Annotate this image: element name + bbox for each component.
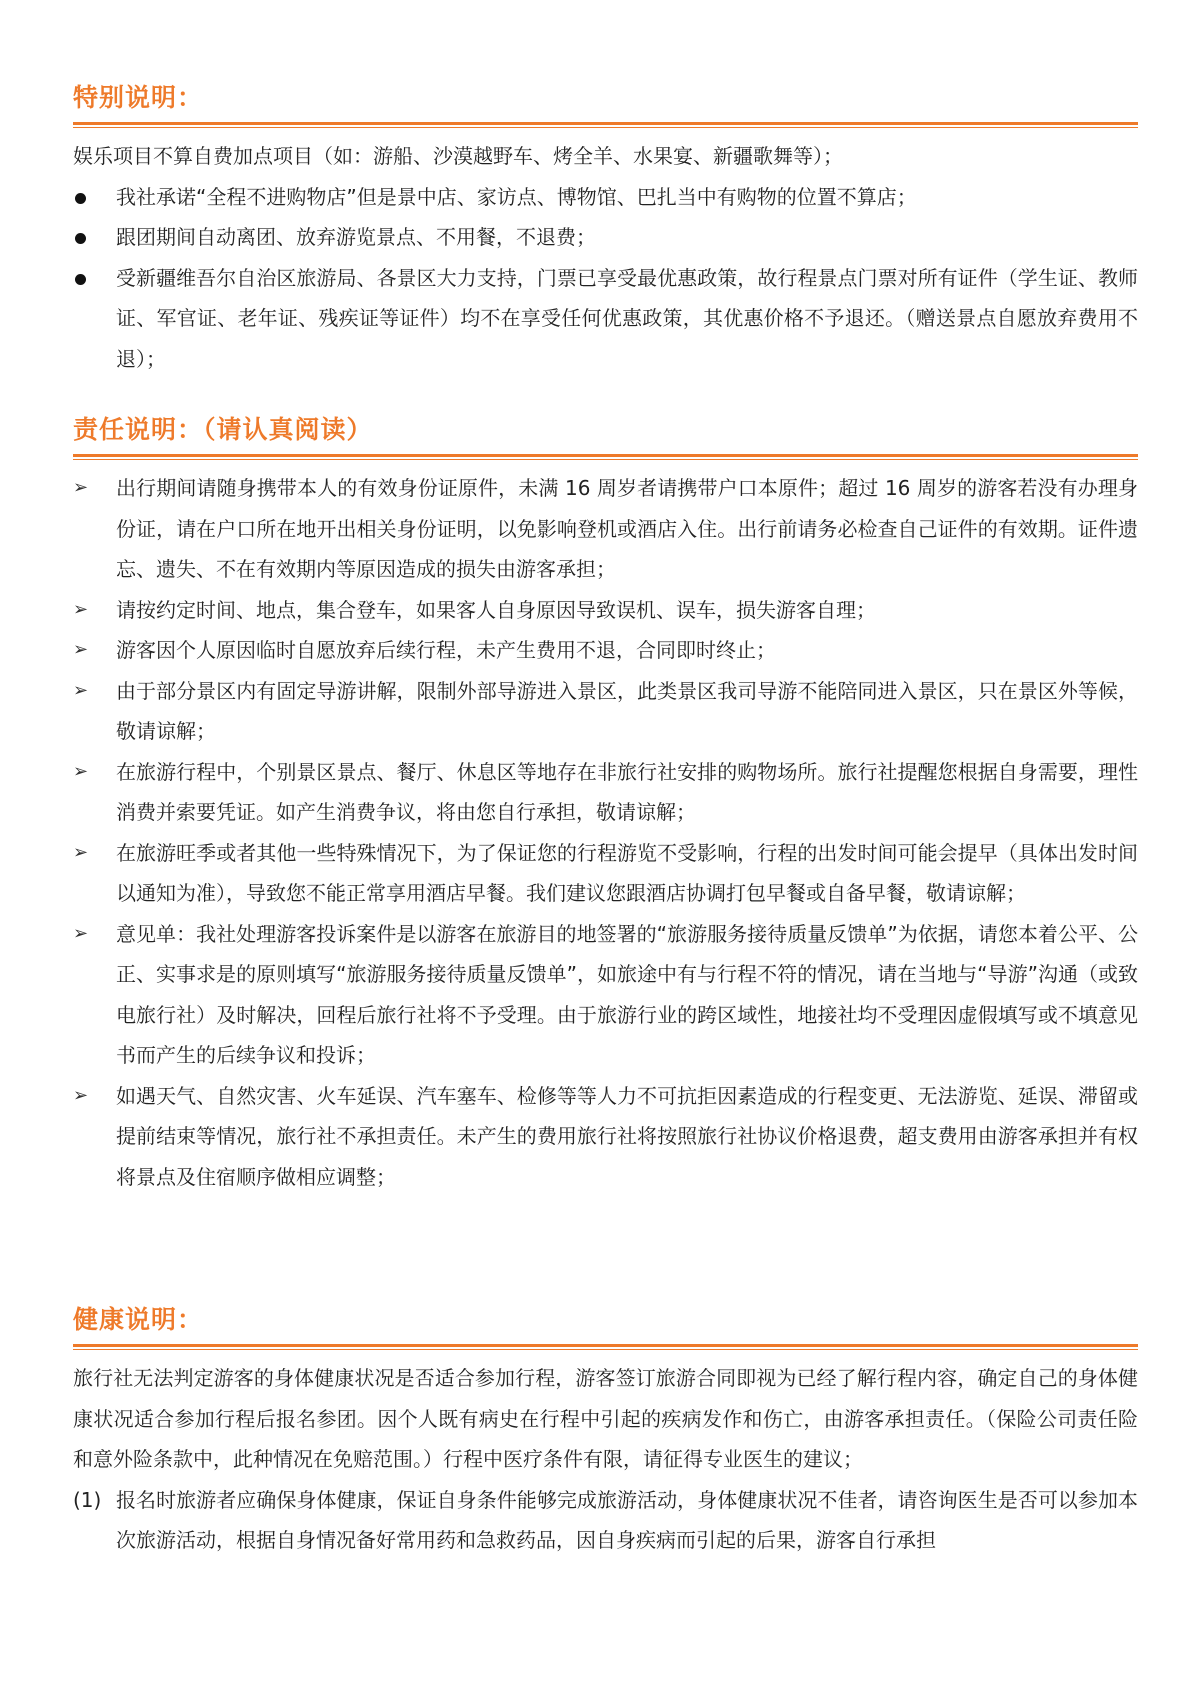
list-item <box>73 833 1138 914</box>
list-item <box>73 914 1138 1076</box>
list-item <box>73 217 1138 258</box>
arrow-bullet-icon: ➢ <box>73 760 89 782</box>
responsibility-heading: 责任说明：（请认真阅读） <box>73 415 373 444</box>
bullet-icon <box>73 177 113 218</box>
health-divider <box>73 1344 1138 1347</box>
list-item-text: 如遇天气、自然灾害、火车延误、汽车塞车、检修等等人力不可抗拒因素造成的行程变更、无法游览、延误、滞留或提前结束等情况，旅行社不承担责任。未产生的费用旅行社将按照旅行社协议价格退费，超支费用由游客承担并有权将景点及住宿顺序做相应调整； <box>116 1083 1138 1189</box>
health-intro: 旅行社无法判定游客的身体健康状况是否适合参加行程，游客签订旅游合同即视为已经了解行程内容，确定自己的身体健康状况适合参加行程后报名参团。因个人既有病史在行程中引起的疾病发作和伤亡，由游客承担责任。（保险公司责任险和意外险条款中，此种情况在免赔范围。）行程中医疗条件有限，请征得专业医生的建议； <box>73 1366 1138 1471</box>
responsibility-section <box>73 412 1138 1197</box>
list-item <box>73 1480 1138 1561</box>
list-item-text: 出行期间请随身携带本人的有效身份证原件，未满 16 周岁者请携带户口本原件；超过 16 周岁的游客若没有办理身份证，请在户口所在地开出相关身份证明，以免影响登机或酒店入住。出行前请务必检查自己证件的有效期。证件遗忘、遗失、不在有效期内等原因造成的损失由游客承担； <box>116 476 1138 581</box>
health-body <box>73 1358 1138 1561</box>
arrow-bullet-icon: ➢ <box>73 679 89 701</box>
bullet-icon <box>73 258 113 299</box>
arrow-bullet-icon: ➢ <box>73 598 89 620</box>
list-item-text: 报名时旅游者应确保身体健康，保证自身条件能够完成旅游活动，身体健康状况不佳者，请咨询医生是否可以参加本次旅游活动，根据自身情况备好常用药和急救药品，因自身疾病而引起的后果，游客自行承担 <box>116 1487 1138 1552</box>
list-item <box>73 590 1138 631</box>
list-item <box>73 630 1138 671</box>
arrow-bullet-icon: ➢ <box>73 1084 89 1106</box>
list-item-text: 受新疆维吾尔自治区旅游局、各景区大力支持，门票已享受最优惠政策，故行程景点门票对所有证件（学生证、教师证、军官证、老年证、残疾证等证件）均不在享受任何优惠政策，其优惠价格不予退还。（赠送景点自愿放弃费用不退）； <box>116 265 1138 371</box>
arrow-bullet-icon: ➢ <box>73 841 89 863</box>
arrow-bullet-icon: ➢ <box>73 922 89 944</box>
list-item-text: 由于部分景区内有固定导游讲解，限制外部导游进入景区，此类景区我司导游不能陪同进入景区，只在景区外等候，敬请谅解； <box>116 678 1138 743</box>
bullet-icon <box>73 217 113 258</box>
list-item <box>73 468 1138 590</box>
list-item <box>73 1076 1138 1198</box>
arrow-bullet-icon: ➢ <box>73 477 89 498</box>
arrow-bullet-icon: ➢ <box>73 639 89 660</box>
responsibility-divider <box>73 454 1138 457</box>
list-item <box>73 671 1138 752</box>
list-item <box>73 258 1138 380</box>
health-heading: 健康说明： <box>73 1305 204 1334</box>
list-item-text: 在旅游旺季或者其他一些特殊情况下，为了保证您的行程游览不受影响，行程的出发时间可能会提早（具体出发时间以通知为准），导致您不能正常享用酒店早餐。我们建议您跟酒店协调打包早餐或自备早餐，敬请谅解； <box>116 840 1138 905</box>
item-number: (1) <box>73 1487 102 1512</box>
list-item <box>73 752 1138 833</box>
special-heading: 特别说明： <box>73 83 204 112</box>
list-item-text: 跟团期间自动离团、放弃游览景点、不用餐，不退费； <box>116 225 596 249</box>
list-item-text: 游客因个人原因临时自愿放弃后续行程，未产生费用不退，合同即时终止； <box>116 638 776 662</box>
special-section <box>73 80 1138 379</box>
list-item-text: 意见单：我社处理游客投诉案件是以游客在旅游目的地签署的“旅游服务接待质量反馈单”为依据，请您本着公平、公正、实事求是的原则填写“旅游服务接待质量反馈单”，如旅途中有与行程不符的情况，请在当地与“导游”沟通（或致电旅行社）及时解决，回程后旅行社将不予受理。由于旅游行业的跨区域性，地接社均不受理因虚假填写或不填意见书而产生的后续争议和投诉； <box>116 921 1138 1067</box>
list-item-text: 我社承诺“全程不进购物店”但是景中店、家访点、博物馆、巴扎当中有购物的位置不算店； <box>116 184 917 209</box>
list-item-text: 请按约定时间、地点，集合登车，如果客人自身原因导致误机、误车，损失游客自理； <box>116 597 876 622</box>
health-section <box>73 1302 1138 1561</box>
special-divider <box>73 122 1138 125</box>
special-intro: 娱乐项目不算自费加点项目（如：游船、沙漠越野车、烤全羊、水果宴、新疆歌舞等）； <box>73 144 843 168</box>
special-body <box>73 136 1138 379</box>
responsibility-body <box>73 468 1138 1197</box>
list-item-text: 在旅游行程中，个别景区景点、餐厅、休息区等地存在非旅行社安排的购物场所。旅行社提醒您根据自身需要，理性消费并索要凭证。如产生消费争议，将由您自行承担，敬请谅解； <box>116 759 1138 824</box>
list-item <box>73 177 1138 218</box>
